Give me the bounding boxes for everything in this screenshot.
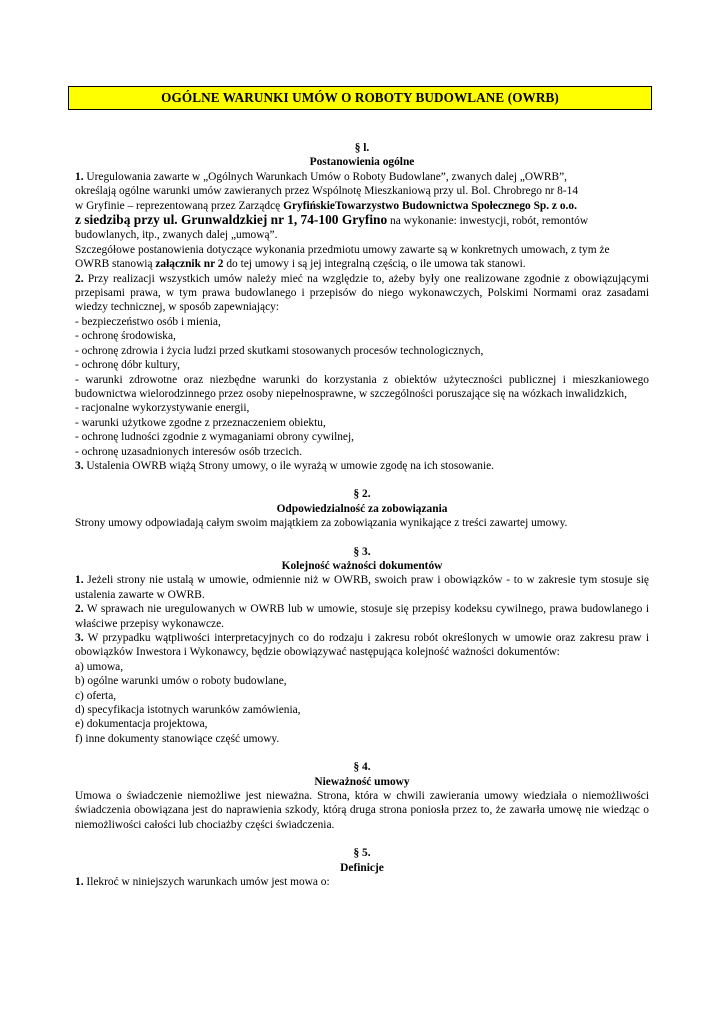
- section-3-paragraph-2: [75, 602, 649, 631]
- paragraph-text: Ustalenia OWRB wiążą Strony umowy, o ile wyrażą w umowie zgodę na ich stosowanie.: [83, 459, 495, 472]
- paragraph-number: 2.: [75, 272, 84, 285]
- paragraph-text: na wykonanie: inwestycji, robót, remontów: [387, 215, 589, 228]
- section-3-number: § 3.: [353, 545, 371, 558]
- list-item: - warunki zdrowotne oraz niezbędne warunki do korzystania z obiektów użyteczności publicznej i mieszkaniowego budownictwa wielorodzinnego przez osoby niepełnosprawne, w szczególności poruszające się na wózkach inwalidzkich,: [75, 373, 649, 400]
- attachment-reference: załącznik nr 2: [155, 258, 224, 271]
- paragraph-text: OWRB stanowią: [75, 258, 156, 271]
- section-4-number: § 4.: [353, 761, 371, 774]
- list-item: c) oferta,: [75, 689, 117, 702]
- paragraph-text: w Gryfinie – reprezentowaną przez Zarządcę: [75, 199, 284, 212]
- paragraph-text: do tej umowy i są jej integralną częścią, o ile umowa tak stanowi.: [223, 258, 526, 271]
- paragraph-text: W przypadku wątpliwości interpretacyjnych co do rodzaju i zakresu robót określonych w umowie oraz zakresu praw i obowiązków Inwestora i Wykonawcy, będzie obowiązywać następująca kolejność ważności dokumentów:: [75, 632, 649, 659]
- paragraph-text: Ilekroć w niniejszych warunkach umów jest mowa o:: [83, 876, 330, 889]
- section-1-paragraph-1: [75, 170, 649, 243]
- list-item: - racjonalne wykorzystywanie energii,: [75, 402, 250, 415]
- section-1-title: Postanowienia ogólne: [309, 156, 415, 169]
- list-item: a) umowa,: [75, 660, 124, 673]
- paragraph-number: 1.: [75, 574, 84, 587]
- section-2-number: § 2.: [353, 488, 371, 501]
- company-address: z siedzibą przy ul. Grunwaldzkiej nr 1, 74-100 Gryfino: [75, 212, 388, 228]
- company-name: GryfińskieTowarzystwo Budownictwa Społecznego Sp. z o.o.: [283, 199, 577, 212]
- paragraph-text: Szczegółowe postanowienia dotyczące wykonania przedmiotu umowy zawarte są w konkretnych umowach, z tym że: [75, 243, 610, 256]
- paragraph-number: 1.: [75, 170, 84, 183]
- list-item: - warunki użytkowe zgodne z przeznaczeniem obiektu,: [75, 416, 326, 429]
- section-3-title: Kolejność ważności dokumentów: [281, 559, 443, 572]
- section-5-paragraph-1: [75, 875, 649, 889]
- section-1-paragraph-2: [75, 272, 649, 315]
- list-item: - ochronę uzasadnionych interesów osób trzecich.: [75, 445, 303, 458]
- paragraph-text: W sprawach nie uregulowanych w OWRB lub w umowie, stosuje się przepisy kodeksu cywilnego, prawa budowlanego i właściwe przepisy wykonawcze.: [75, 603, 649, 630]
- section-5-number: § 5.: [353, 847, 371, 860]
- section-2-paragraph: Strony umowy odpowiadają całym swoim majątkiem za zobowiązania wynikające z treści zawartej umowy.: [75, 517, 568, 530]
- paragraph-text: określają ogólne warunki umów zawieranych przez Wspólnotę Mieszkaniową przy ul. Bol. Chrobrego nr 8-14: [75, 185, 579, 198]
- paragraph-text: Uregulowania zawarte w „Ogólnych Warunkach Umów o Roboty Budowlane”, zwanych dalej „OWRB”,: [83, 170, 568, 183]
- paragraph-text: Przy realizacji wszystkich umów należy mieć na względzie to, ażeby były one realizowane zgodnie z obowiązującymi przepisami prawa, w tym prawa budowlanego i przepisów do niego wykonawczych, Polskimi Normami oraz zasadami wiedzy technicznej, w sposób zapewniający:: [75, 272, 649, 314]
- section-2-title: Odpowiedzialność za zobowiązania: [276, 502, 448, 515]
- section-4-title: Nieważność umowy: [314, 775, 410, 788]
- paragraph-number: 1.: [75, 876, 84, 889]
- section-3-paragraph-1: [75, 573, 649, 602]
- list-item: d) specyfikacja istotnych warunków zamówienia,: [75, 704, 301, 717]
- section-4-paragraph: Umowa o świadczenie niemożliwe jest nieważna. Strona, która w chwili zawierania umowy wiedziała o niemożliwości świadczenia obowiązana jest do naprawienia szkody, którą druga strona poniosła przez to, że zawarła umowę nie wiedząc o niemożliwości całości lub chociażby części świadczenia.: [75, 790, 649, 831]
- paragraph-text: budowlanych, itp., zwanych dalej „umową”.: [75, 229, 278, 242]
- section-1-number: § l.: [354, 142, 370, 154]
- list-item: - ochronę dóbr kultury,: [75, 359, 180, 372]
- section-1-paragraph-3: [75, 459, 649, 473]
- list-item: - bezpieczeństwo osób i mienia,: [75, 315, 221, 328]
- list-item: e) dokumentacja projektowa,: [75, 718, 208, 731]
- paragraph-number: 3.: [75, 632, 84, 644]
- list-item: - ochronę środowiska,: [75, 330, 176, 343]
- section-3-paragraph-3: [75, 631, 649, 660]
- paragraph-number: 2.: [75, 603, 84, 616]
- section-5-title: Definicje: [340, 861, 384, 874]
- section-1-paragraph-1b: [75, 243, 649, 272]
- paragraph-number: 3.: [75, 459, 84, 472]
- list-item: - ochronę ludności zgodnie z wymaganiami obrony cywilnej,: [75, 431, 354, 444]
- paragraph-text: Jeżeli strony nie ustalą w umowie, odmiennie niż w OWRB, swoich praw i obowiązków - to w zakresie tym stosuje się ustalenia zawarte w OWRB.: [75, 574, 649, 601]
- list-item: - ochronę zdrowia i życia ludzi przed skutkami stosowanych procesów technologicznych,: [75, 344, 484, 357]
- document-body: [75, 141, 649, 890]
- list-item: b) ogólne warunki umów o roboty budowlane,: [75, 675, 287, 688]
- list-item: f) inne dokumenty stanowiące część umowy.: [75, 732, 280, 745]
- document-title: OGÓLNE WARUNKI UMÓW O ROBOTY BUDOWLANE (OWRB): [68, 86, 652, 110]
